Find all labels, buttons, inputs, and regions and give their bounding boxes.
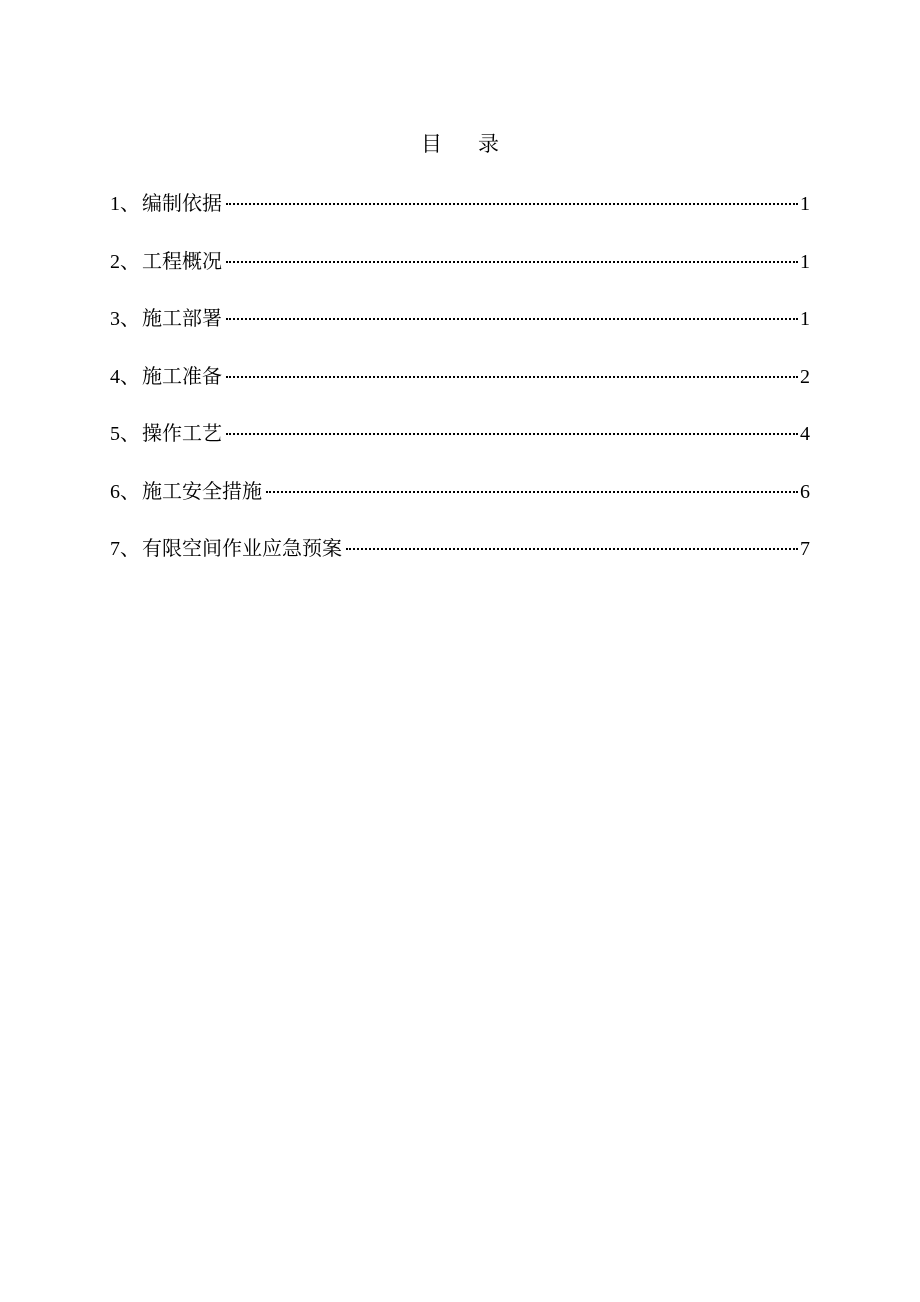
toc-entry-page: 1: [800, 193, 810, 215]
toc-entry-page: 1: [800, 308, 810, 330]
toc-title-part2: 录: [478, 132, 499, 156]
toc-entry-separator: 、: [120, 363, 140, 388]
toc-entry-title: 编制依据: [142, 191, 222, 215]
toc-entry-2[interactable]: [110, 245, 810, 303]
toc-entry-page: 7: [800, 538, 810, 560]
toc-dot-leader: [226, 433, 798, 435]
toc-entry-title: 施工准备: [142, 363, 222, 388]
toc-dot-leader: [266, 491, 798, 493]
toc-entry-3[interactable]: [110, 302, 810, 360]
toc-entry-separator: 、: [120, 478, 140, 503]
toc-entry-number: 7: [110, 538, 120, 560]
toc-entry-title: 工程概况: [142, 248, 222, 273]
toc-dot-leader: [226, 261, 798, 263]
toc-entry-number: 5: [110, 423, 120, 445]
toc-entry-page: 1: [800, 250, 810, 273]
toc-entry-4[interactable]: [110, 360, 810, 418]
toc-entry-6[interactable]: [110, 475, 810, 533]
toc-entry-7[interactable]: [110, 532, 810, 590]
toc-dot-leader: [226, 203, 798, 205]
toc-entry-separator: 、: [120, 248, 140, 273]
toc-title-part1: 目: [421, 132, 442, 156]
toc-entry-separator: 、: [120, 191, 140, 215]
toc-dot-leader: [226, 318, 798, 320]
toc-entry-number: 1: [110, 193, 120, 215]
toc-entry-page: 6: [800, 480, 810, 503]
toc-dot-leader: [226, 376, 798, 378]
toc-entry-number: 6: [110, 480, 120, 503]
toc-entry-5[interactable]: [110, 417, 810, 475]
toc-entry-number: 2: [110, 250, 120, 273]
toc-entry-title: 操作工艺: [142, 421, 222, 445]
toc-title: [0, 128, 920, 160]
toc-entry-title: 有限空间作业应急预案: [142, 536, 342, 560]
toc-list: [110, 187, 810, 590]
toc-entry-number: 3: [110, 308, 120, 330]
toc-entry-separator: 、: [120, 536, 140, 560]
toc-entry-title: 施工安全措施: [142, 478, 262, 503]
toc-entry-title: 施工部署: [142, 306, 222, 330]
toc-entry-separator: 、: [120, 306, 140, 330]
toc-entry-page: 2: [800, 365, 810, 388]
toc-entry-separator: 、: [120, 421, 140, 445]
toc-dot-leader: [346, 548, 798, 550]
toc-entry-page: 4: [800, 423, 810, 445]
toc-entry-number: 4: [110, 365, 120, 388]
toc-entry-1[interactable]: [110, 187, 810, 245]
